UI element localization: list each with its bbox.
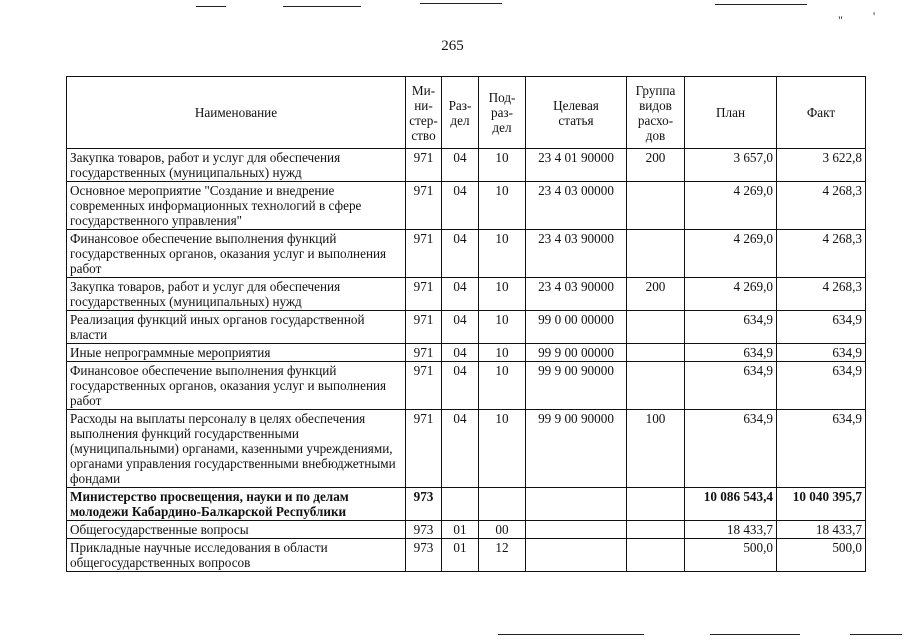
cell-expense-group — [627, 344, 685, 362]
cell-fact: 634,9 — [777, 362, 866, 410]
scan-mark — [196, 6, 226, 7]
budget-table — [66, 76, 866, 572]
cell-expense-group — [627, 182, 685, 230]
cell-expense-group: 100 — [627, 410, 685, 488]
cell-section: 04 — [442, 311, 479, 344]
cell-fact: 18 433,7 — [777, 521, 866, 539]
cell-target: 23 4 03 90000 — [526, 230, 627, 278]
table-row — [67, 182, 866, 230]
cell-expense-group: 200 — [627, 149, 685, 182]
cell-subsection: 10 — [479, 182, 526, 230]
cell-plan: 500,0 — [685, 539, 777, 572]
header-target: Целевая статья — [526, 77, 627, 149]
cell-fact: 4 268,3 — [777, 278, 866, 311]
cell-name: Основное мероприятие "Создание и внедрение современных информационных технологий в сфере государственного управления" — [67, 182, 406, 230]
cell-target: 99 9 00 00000 — [526, 344, 627, 362]
cell-fact: 634,9 — [777, 311, 866, 344]
table-row — [67, 149, 866, 182]
cell-section: 01 — [442, 539, 479, 572]
cell-name: Финансовое обеспечение выполнения функций государственных органов, оказания услуг и выполнения работ — [67, 362, 406, 410]
cell-name: Реализация функций иных органов государственной власти — [67, 311, 406, 344]
cell-section: 04 — [442, 182, 479, 230]
table-row — [67, 311, 866, 344]
cell-plan: 634,9 — [685, 410, 777, 488]
header-section: Раз- дел — [442, 77, 479, 149]
cell-target: 23 4 01 90000 — [526, 149, 627, 182]
cell-section: 01 — [442, 521, 479, 539]
cell-fact: 3 622,8 — [777, 149, 866, 182]
cell-subsection: 10 — [479, 362, 526, 410]
cell-ministry: 971 — [406, 230, 442, 278]
cell-plan: 4 269,0 — [685, 230, 777, 278]
header-row — [67, 77, 866, 149]
cell-fact: 500,0 — [777, 539, 866, 572]
cell-plan: 10 086 543,4 — [685, 488, 777, 521]
cell-section: 04 — [442, 362, 479, 410]
scan-mark — [715, 4, 807, 5]
cell-fact: 4 268,3 — [777, 230, 866, 278]
cell-subsection — [479, 488, 526, 521]
cell-ministry: 971 — [406, 149, 442, 182]
cell-target: 99 9 00 90000 — [526, 410, 627, 488]
cell-section: 04 — [442, 230, 479, 278]
cell-plan: 634,9 — [685, 362, 777, 410]
cell-target: 23 4 03 00000 — [526, 182, 627, 230]
cell-subsection: 10 — [479, 149, 526, 182]
cell-ministry: 971 — [406, 278, 442, 311]
scan-mark — [420, 3, 502, 4]
cell-expense-group — [627, 521, 685, 539]
scan-mark: ' — [873, 9, 876, 23]
header-ministry: Ми- ни- стер- ство — [406, 77, 442, 149]
cell-subsection: 00 — [479, 521, 526, 539]
cell-subsection: 12 — [479, 539, 526, 572]
cell-name: Финансовое обеспечение выполнения функций государственных органов, оказания услуг и выполнения работ — [67, 230, 406, 278]
cell-fact: 10 040 395,7 — [777, 488, 866, 521]
cell-subsection: 10 — [479, 311, 526, 344]
cell-section — [442, 488, 479, 521]
scan-mark: " — [838, 13, 843, 27]
cell-ministry: 971 — [406, 362, 442, 410]
cell-name: Общегосударственные вопросы — [67, 521, 406, 539]
table-row — [67, 278, 866, 311]
table-row — [67, 344, 866, 362]
cell-ministry: 971 — [406, 182, 442, 230]
cell-ministry: 971 — [406, 410, 442, 488]
cell-subsection: 10 — [479, 278, 526, 311]
table-row — [67, 362, 866, 410]
table-row — [67, 521, 866, 539]
cell-target: 23 4 03 90000 — [526, 278, 627, 311]
cell-subsection: 10 — [479, 344, 526, 362]
cell-section: 04 — [442, 149, 479, 182]
cell-plan: 634,9 — [685, 311, 777, 344]
scan-mark — [498, 634, 644, 635]
header-plan: План — [685, 77, 777, 149]
page-number: 265 — [441, 38, 464, 54]
cell-name: Прикладные научные исследования в области общегосударственных вопросов — [67, 539, 406, 572]
cell-plan: 3 657,0 — [685, 149, 777, 182]
scan-mark — [710, 634, 800, 635]
scan-mark — [283, 6, 361, 7]
cell-ministry: 973 — [406, 539, 442, 572]
cell-section: 04 — [442, 278, 479, 311]
cell-target — [526, 488, 627, 521]
cell-plan: 4 269,0 — [685, 182, 777, 230]
cell-expense-group — [627, 488, 685, 521]
cell-ministry: 971 — [406, 311, 442, 344]
cell-fact: 634,9 — [777, 344, 866, 362]
cell-target — [526, 521, 627, 539]
cell-section: 04 — [442, 344, 479, 362]
cell-target: 99 9 00 90000 — [526, 362, 627, 410]
cell-expense-group — [627, 362, 685, 410]
cell-plan: 4 269,0 — [685, 278, 777, 311]
cell-ministry: 971 — [406, 344, 442, 362]
header-expense-group: Группа видов расхо- дов — [627, 77, 685, 149]
cell-subsection: 10 — [479, 410, 526, 488]
cell-expense-group — [627, 311, 685, 344]
header-subsection: Под- раз- дел — [479, 77, 526, 149]
cell-expense-group — [627, 230, 685, 278]
cell-expense-group: 200 — [627, 278, 685, 311]
cell-ministry: 973 — [406, 521, 442, 539]
table-row — [67, 230, 866, 278]
cell-name: Закупка товаров, работ и услуг для обеспечения государственных (муниципальных) нужд — [67, 278, 406, 311]
header-fact: Факт — [777, 77, 866, 149]
cell-target — [526, 539, 627, 572]
cell-plan: 18 433,7 — [685, 521, 777, 539]
cell-ministry: 973 — [406, 488, 442, 521]
cell-fact: 634,9 — [777, 410, 866, 488]
cell-name: Расходы на выплаты персоналу в целях обеспечения выполнения функций государственными (муниципальными) органами, казенными учреждениями, органами управления государственными внебюджетными фондами — [67, 410, 406, 488]
table-row — [67, 539, 866, 572]
cell-subsection: 10 — [479, 230, 526, 278]
cell-target: 99 0 00 00000 — [526, 311, 627, 344]
table-row — [67, 410, 866, 488]
cell-section: 04 — [442, 410, 479, 488]
header-name: Наименование — [67, 77, 406, 149]
table-row — [67, 488, 866, 521]
cell-name: Иные непрограммные мероприятия — [67, 344, 406, 362]
cell-expense-group — [627, 539, 685, 572]
cell-name: Министерство просвещения, науки и по делам молодежи Кабардино-Балкарской Республики — [67, 488, 406, 521]
cell-plan: 634,9 — [685, 344, 777, 362]
cell-name: Закупка товаров, работ и услуг для обеспечения государственных (муниципальных) нужд — [67, 149, 406, 182]
scan-mark — [850, 634, 902, 635]
cell-fact: 4 268,3 — [777, 182, 866, 230]
